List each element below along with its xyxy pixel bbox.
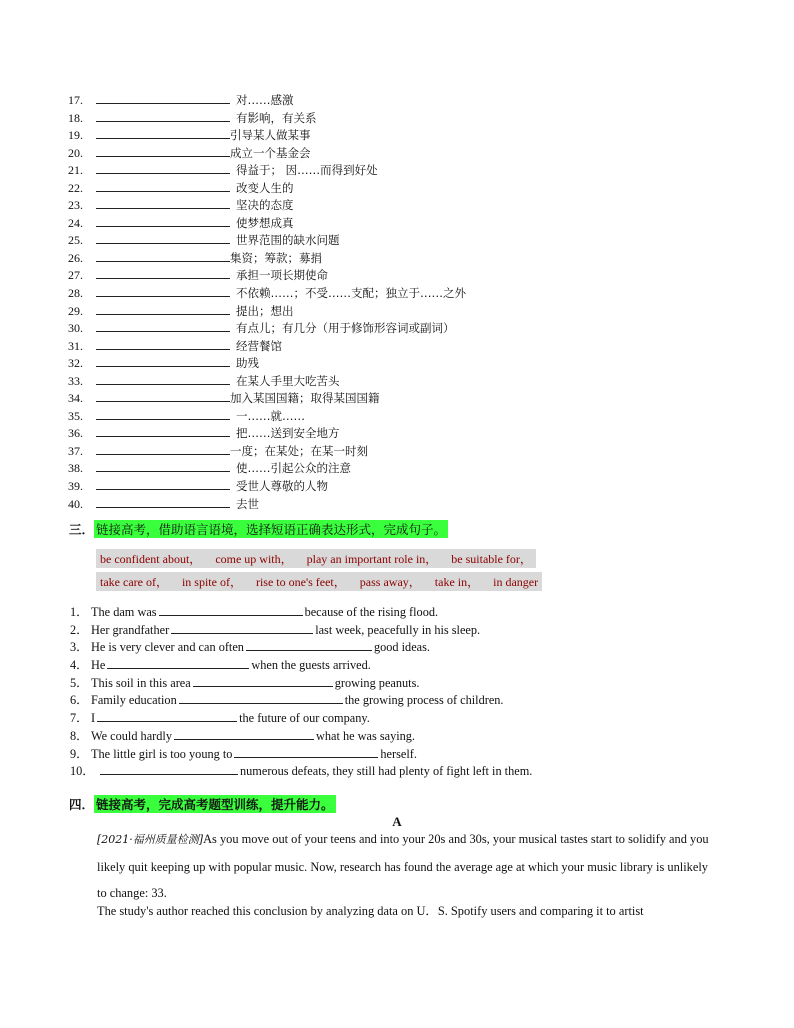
vocab-answer-blank[interactable]	[96, 110, 230, 122]
sentence-answer-blank[interactable]	[179, 692, 343, 704]
vocab-meaning: 坚决的态度	[236, 198, 294, 213]
vocab-number: 19.	[68, 128, 83, 143]
vocab-number: 35.	[68, 408, 83, 423]
passage-title: A	[392, 814, 402, 829]
sentence-number: 7．	[70, 711, 89, 726]
sentence-number: 9．	[70, 746, 89, 761]
section-four-title: 链接高考，完成高考题型训练，提升能力。	[96, 797, 334, 812]
vocab-number: 18.	[68, 110, 83, 125]
vocab-meaning: 世界范围的缺水问题	[236, 233, 340, 248]
vocab-row	[68, 373, 708, 391]
paragraph-1-text: As you move out of your teens and into your 20s and 30s, your musical tastes start to solidify and you likely quit keeping up with popular music. Now, research has found the average age at which your music library is unlikely to change: 33.	[97, 832, 709, 900]
vocab-meaning: 助残	[236, 356, 259, 371]
vocab-meaning: 对……感激	[236, 93, 294, 107]
phrase-option: rise to one's feet，	[255, 575, 346, 589]
source-tag: [2021·福州质量检测]	[97, 833, 204, 846]
sentence-suffix: growing peanuts.	[334, 675, 420, 690]
vocab-row	[68, 478, 708, 496]
vocab-meaning: 在某人手里大吃苦头	[236, 373, 340, 388]
vocab-row	[68, 443, 708, 461]
vocab-answer-blank[interactable]	[96, 373, 230, 385]
vocab-meaning: 有点儿；有几分（用于修饰形容词或副词）	[236, 321, 455, 336]
sentence-prefix: I	[91, 711, 96, 726]
vocab-answer-blank[interactable]	[96, 215, 230, 227]
sentence-row	[70, 728, 532, 746]
sentence-suffix: numerous defeats, they still had plenty of fight left in them.	[240, 764, 533, 779]
vocab-number: 29.	[68, 303, 83, 318]
vocab-answer-blank[interactable]	[96, 390, 230, 402]
vocab-row	[68, 197, 708, 215]
vocab-meaning: 改变人生的	[236, 180, 294, 195]
sentence-number: 8．	[70, 728, 89, 743]
phrase-bank	[96, 549, 542, 595]
vocab-answer-blank[interactable]	[96, 180, 230, 192]
sentence-row	[70, 657, 532, 675]
sentence-number: 3．	[70, 640, 89, 655]
vocabulary-list	[68, 92, 708, 513]
phrase-option: take in，	[434, 575, 480, 589]
vocab-meaning: 一度；在某处；在某一时刻	[230, 443, 368, 458]
sentence-answer-blank[interactable]	[107, 657, 249, 669]
sentence-row	[70, 763, 532, 781]
vocab-meaning: 成立一个基金会	[230, 145, 311, 160]
vocab-number: 37.	[68, 443, 83, 458]
vocab-meaning: 引导某人做某事	[230, 128, 311, 143]
phrase-bank-line-2	[96, 572, 542, 591]
vocab-meaning: 使……引起公众的注意	[236, 461, 351, 476]
vocab-meaning: 承担一项长期使命	[236, 268, 328, 283]
sentence-answer-blank[interactable]	[171, 622, 313, 634]
sentence-number: 2．	[70, 622, 89, 637]
vocab-number: 21.	[68, 163, 83, 178]
vocab-answer-blank[interactable]	[96, 443, 230, 455]
vocab-number: 32.	[68, 356, 83, 371]
sentence-prefix: This soil in this area	[91, 675, 191, 690]
vocab-number: 20.	[68, 145, 83, 160]
vocab-number: 25.	[68, 233, 83, 248]
section-four-heading	[69, 795, 336, 813]
passage-paragraph-2	[97, 898, 717, 925]
sentence-prefix: He	[91, 658, 106, 673]
vocab-answer-blank[interactable]	[96, 145, 230, 157]
vocab-row	[68, 127, 708, 145]
vocab-answer-blank[interactable]	[96, 92, 230, 104]
vocab-number: 34.	[68, 391, 83, 406]
vocab-row	[68, 267, 708, 285]
phrase-option: pass away，	[359, 575, 421, 589]
section-four-number: 四．	[69, 797, 95, 812]
vocab-meaning: 加入某国国籍；取得某国国籍	[230, 391, 380, 406]
sentence-number: 4．	[70, 658, 89, 673]
vocab-meaning: 不依赖……；不受……支配；独立于……之外	[236, 286, 466, 301]
vocab-answer-blank[interactable]	[96, 425, 230, 437]
vocab-row	[68, 355, 708, 373]
vocab-number: 33.	[68, 373, 83, 388]
vocab-number: 22.	[68, 180, 83, 195]
sentence-suffix: herself.	[380, 746, 417, 761]
sentence-answer-blank[interactable]	[234, 746, 378, 758]
vocab-answer-blank[interactable]	[96, 460, 230, 472]
section-three-title: 链接高考，借助语言语境，选择短语正确表达形式，完成句子。	[96, 522, 447, 537]
vocab-answer-blank[interactable]	[96, 267, 230, 279]
vocab-row	[68, 110, 708, 128]
phrase-option: in spite of，	[181, 575, 242, 589]
vocab-row	[68, 496, 708, 514]
vocab-number: 24.	[68, 215, 83, 230]
phrase-option: be confident about，	[100, 552, 202, 566]
sentence-number: 6．	[70, 693, 89, 708]
sentence-suffix: last week, peacefully in his sleep.	[315, 622, 481, 637]
paragraph-2-text: The study's author reached this conclusion by analyzing data on U．S. Spotify users and comparing it to artist	[97, 904, 644, 918]
vocab-answer-blank[interactable]	[96, 320, 230, 332]
sentence-row	[70, 639, 532, 657]
sentence-answer-blank[interactable]	[100, 763, 238, 775]
phrase-option: be suitable for，	[451, 552, 532, 566]
sentence-answer-blank[interactable]	[193, 675, 333, 687]
sentence-row	[70, 746, 532, 764]
vocab-answer-blank[interactable]	[96, 408, 230, 420]
phrase-option: come up with，	[215, 552, 293, 566]
section-three-heading	[69, 520, 448, 538]
sentence-prefix: We could hardly	[91, 728, 172, 743]
vocab-row	[68, 162, 708, 180]
sentence-prefix: Family education	[91, 693, 177, 708]
section-three-number: 三．	[69, 522, 95, 537]
vocab-number: 17.	[68, 93, 83, 107]
vocab-answer-blank[interactable]	[96, 285, 230, 297]
vocab-row	[68, 180, 708, 198]
sentence-row	[70, 692, 532, 710]
vocab-row	[68, 215, 708, 233]
vocab-row	[68, 232, 708, 250]
sentence-number: 10．	[70, 764, 95, 779]
vocab-number: 36.	[68, 426, 83, 441]
vocab-answer-blank[interactable]	[96, 338, 230, 350]
sentence-answer-blank[interactable]	[174, 728, 314, 740]
sentence-row	[70, 622, 532, 640]
vocab-answer-blank[interactable]	[96, 303, 230, 315]
vocab-row	[68, 425, 708, 443]
sentence-answer-blank[interactable]	[97, 710, 237, 722]
sentence-suffix: what he was saying.	[315, 728, 416, 743]
sentence-prefix: Her grandfather	[91, 622, 170, 637]
sentence-suffix: the future of our company.	[239, 711, 370, 726]
vocab-answer-blank[interactable]	[96, 197, 230, 209]
sentence-completion-list	[70, 604, 532, 781]
phrase-bank-line-1	[96, 549, 536, 568]
vocab-number: 27.	[68, 268, 83, 283]
vocab-row	[68, 92, 708, 110]
vocab-number: 28.	[68, 286, 83, 301]
phrase-option: take care of，	[100, 575, 168, 589]
phrase-option: in danger	[493, 575, 539, 589]
vocab-row	[68, 320, 708, 338]
vocab-answer-blank[interactable]	[96, 496, 230, 508]
sentence-suffix: the growing process of children.	[344, 693, 504, 708]
vocab-meaning: 提出；想出	[236, 303, 294, 318]
sentence-row	[70, 710, 532, 728]
vocab-row	[68, 303, 708, 321]
passage-paragraph-1	[97, 826, 717, 907]
vocab-meaning: 去世	[236, 496, 259, 511]
vocab-row	[68, 408, 708, 426]
sentence-answer-blank[interactable]	[159, 604, 303, 616]
vocab-answer-blank[interactable]	[96, 478, 230, 490]
vocab-number: 30.	[68, 321, 83, 336]
vocab-meaning: 有影响，有关系	[236, 110, 317, 125]
sentence-row	[70, 604, 532, 622]
vocab-row	[68, 250, 708, 268]
vocab-row	[68, 338, 708, 356]
sentence-row	[70, 675, 532, 693]
vocab-answer-blank[interactable]	[96, 162, 230, 174]
vocab-row	[68, 460, 708, 478]
vocab-meaning: 受世人尊敬的人物	[236, 479, 328, 494]
vocab-number: 31.	[68, 338, 83, 353]
sentence-suffix: because of the rising flood.	[304, 605, 439, 619]
sentence-suffix: when the guests arrived.	[251, 658, 371, 673]
vocab-meaning: 经营餐馆	[236, 338, 282, 353]
vocab-meaning: 集资；筹款；募捐	[230, 250, 322, 265]
vocab-meaning: 把……送到安全地方	[236, 426, 340, 441]
vocab-row	[68, 390, 708, 408]
sentence-prefix: The little girl is too young to	[91, 746, 233, 761]
sentence-number: 5．	[70, 675, 89, 690]
sentence-prefix: He is very clever and can often	[91, 640, 244, 655]
vocab-answer-blank[interactable]	[96, 232, 230, 244]
vocab-number: 40.	[68, 496, 83, 511]
vocab-number: 26.	[68, 250, 83, 265]
vocab-meaning: 一……就……	[236, 408, 305, 423]
vocab-answer-blank[interactable]	[96, 127, 230, 139]
vocab-meaning: 得益于； 因……而得到好处	[236, 163, 378, 178]
sentence-number: 1．	[70, 605, 89, 619]
vocab-meaning: 使梦想成真	[236, 215, 294, 230]
vocab-row	[68, 285, 708, 303]
sentence-answer-blank[interactable]	[246, 639, 372, 651]
vocab-number: 39.	[68, 479, 83, 494]
vocab-number: 23.	[68, 198, 83, 213]
vocab-number: 38.	[68, 461, 83, 476]
sentence-prefix: The dam was	[91, 605, 157, 619]
phrase-option: play an important role in，	[306, 552, 438, 566]
vocab-row	[68, 145, 708, 163]
sentence-suffix: good ideas.	[373, 640, 430, 655]
vocab-answer-blank[interactable]	[96, 355, 230, 367]
vocab-answer-blank[interactable]	[96, 250, 230, 262]
